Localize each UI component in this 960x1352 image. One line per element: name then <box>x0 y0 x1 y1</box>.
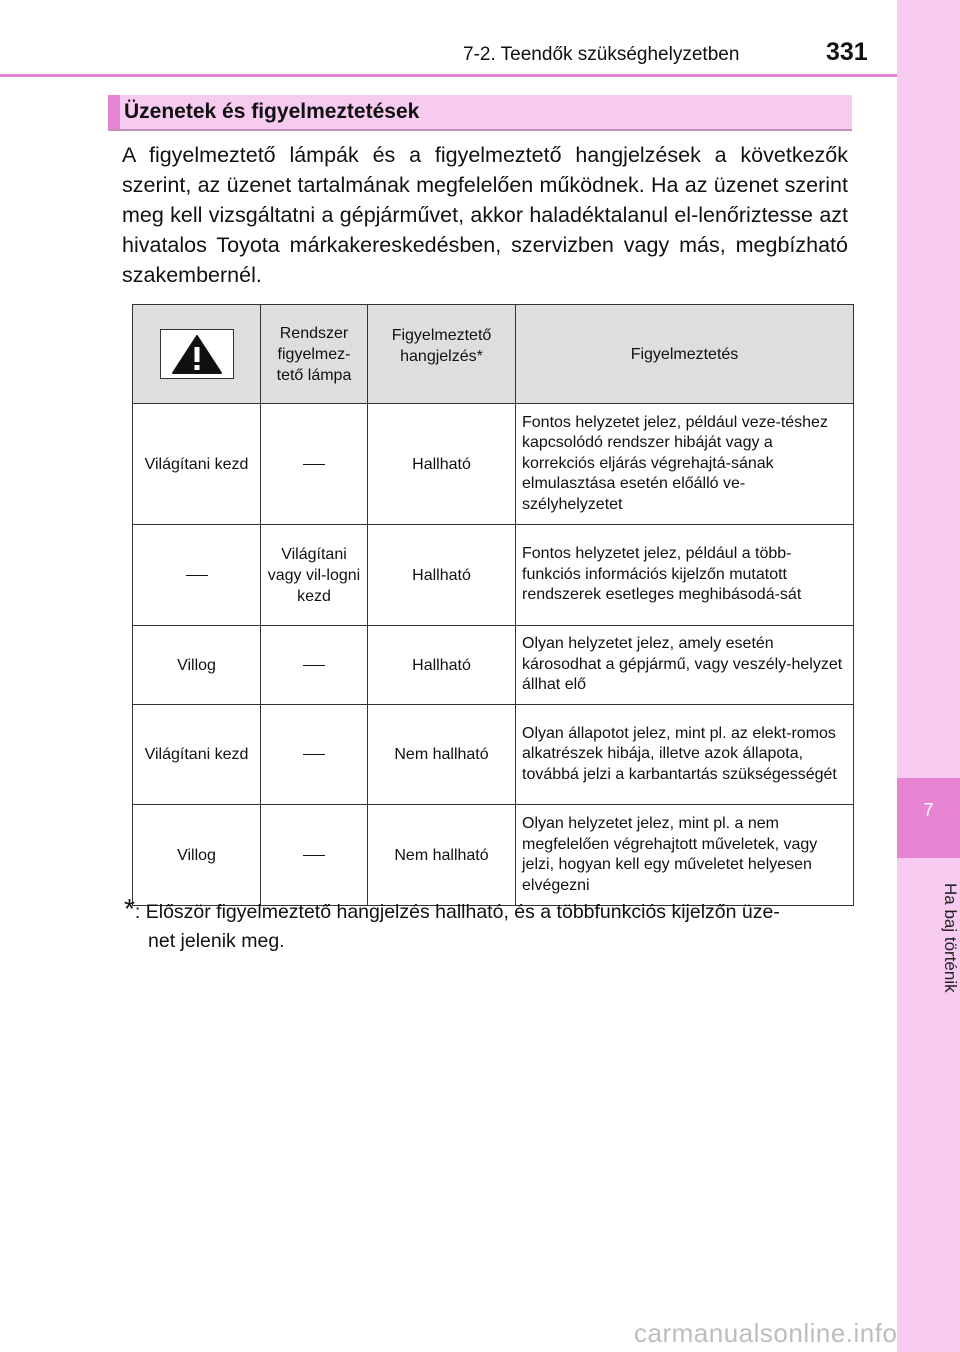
warning-cell: Olyan állapotot jelez, mint pl. az elekt-romos alkatrészek hibája, illetve azok állapota, továbbá jelzi a karbantartás szükségességét <box>516 705 854 805</box>
lamp-cell: Világítani vagy vil-logni kezd <box>261 525 368 626</box>
side-chapter-strip <box>897 0 960 1352</box>
buzzer-cell: Nem hallható <box>368 705 516 805</box>
warning-cell: Fontos helyzetet jelez, például a több-funkciós információs kijelzőn mutatott rendszerek esetleges meghibásodá-sát <box>516 525 854 626</box>
warning-cell: Fontos helyzetet jelez, például veze-téshez kapcsolódó rendszer hibáját vagy a korrekciós eljárás végrehajtá-sának elmulasztása esetén előálló ve-szélyhelyzetet <box>516 404 854 525</box>
header-rule <box>0 74 897 77</box>
watermark: carmanualsonline.info <box>634 1318 898 1348</box>
running-header-title: 7-2. Teendők szükséghelyzetben <box>463 44 740 65</box>
table-row <box>133 705 854 805</box>
buzzer-cell: Hallható <box>368 404 516 525</box>
header-buzzer: Figyelmeztető hangjelzés* <box>368 305 516 404</box>
footnote-line-1: : Először figyelmeztető hangjelzés hallható, és a többfunkciós kijelzőn üze- <box>134 901 780 923</box>
empty-dash <box>186 575 208 576</box>
footnote-line-2: net jelenik meg. <box>148 930 285 952</box>
buzzer-cell: Hallható <box>368 626 516 705</box>
lamp-cell <box>261 705 368 805</box>
empty-dash <box>303 754 325 755</box>
section-title: Üzenetek és figyelmeztetések <box>124 100 420 123</box>
icon-state-cell: Villog <box>133 626 261 705</box>
icon-state-cell: Világítani kezd <box>133 404 261 525</box>
warning-triangle-icon <box>160 329 234 379</box>
footnote-marker: * <box>124 893 135 924</box>
empty-dash <box>303 665 325 666</box>
warning-cell: Olyan helyzetet jelez, amely esetén károsodhat a gépjármű, vagy veszély-helyzet állhat elő <box>516 626 854 705</box>
icon-state-cell: Világítani kezd <box>133 705 261 805</box>
chapter-number: 7 <box>923 800 934 820</box>
empty-dash <box>303 464 325 465</box>
icon-state-cell <box>133 525 261 626</box>
buzzer-cell: Nem hallható <box>368 805 516 906</box>
page-number: 331 <box>826 38 868 66</box>
lamp-cell <box>261 805 368 906</box>
footnote <box>124 893 850 956</box>
table-row <box>133 805 854 906</box>
header-icon-cell <box>133 305 261 404</box>
section-heading-accent <box>108 95 120 129</box>
icon-state-cell: Villog <box>133 805 261 906</box>
buzzer-cell: Hallható <box>368 525 516 626</box>
intro-paragraph: A figyelmeztető lámpák és a figyelmeztető hangjelzések a következők szerint, az üzenet tartalmának megfelelően működnek. Ha az üzenet szerint meg kell vizsgáltatni a gépjárművet, akkor haladéktalanul el-lenőriztesse azt hivatalos Toyota márkakereskedésben, szervizben vagy más, megbízható szakembernél. <box>122 143 848 287</box>
warning-cell: Olyan helyzetet jelez, mint pl. a nem megfelelően végrehajtott műveletek, vagy jelzi, hogyan kell egy műveletet helyesen elvégezni <box>516 805 854 906</box>
section-heading-box <box>108 95 852 131</box>
warning-table <box>132 304 854 906</box>
table-row <box>133 626 854 705</box>
empty-dash <box>303 855 325 856</box>
lamp-cell <box>261 626 368 705</box>
table-row <box>133 525 854 626</box>
lamp-cell <box>261 404 368 525</box>
chapter-title: Ha baj történik <box>941 883 960 993</box>
header-lamp: Rendszer figyelmez-tető lámpa <box>261 305 368 404</box>
header-warning: Figyelmeztetés <box>516 305 854 404</box>
table-row <box>133 404 854 525</box>
table-header-row <box>133 305 854 404</box>
